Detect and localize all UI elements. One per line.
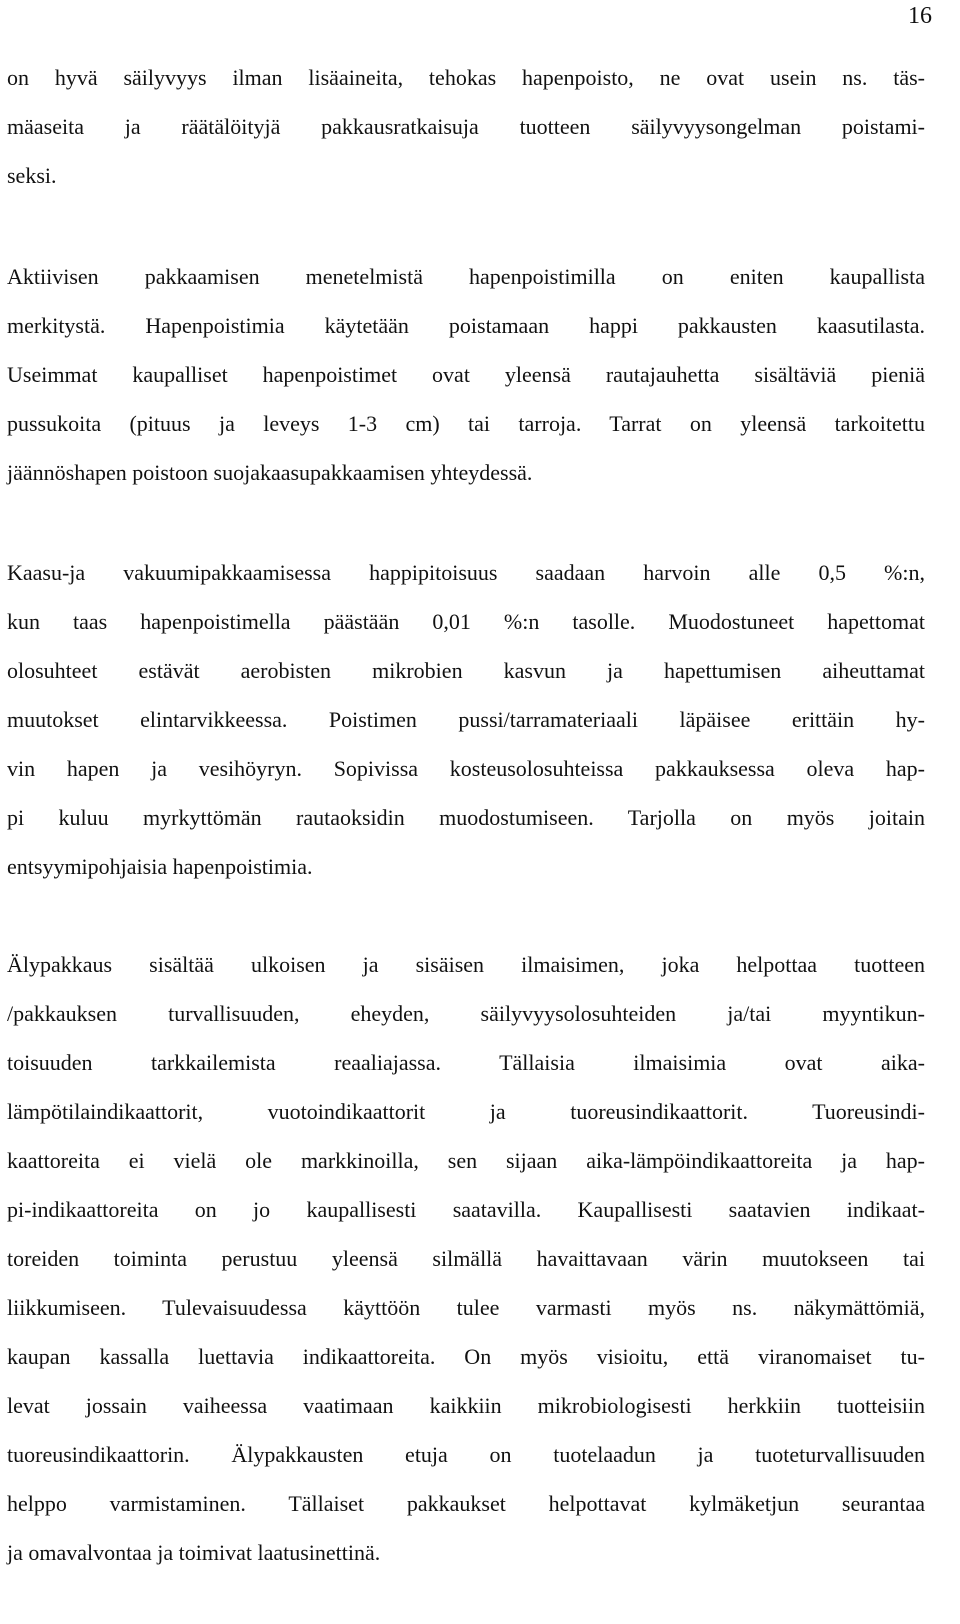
paragraph-4-line-12: helppo varmistaminen. Tällaiset pakkaukset helpottavat kylmäketjun seurantaa: [7, 1491, 925, 1516]
paragraph-4-line-9: kaupan kassalla luettavia indikaattoreita. On myös visioitu, että viranomaiset tu-: [7, 1344, 925, 1369]
paragraph-2-line-1: Aktiivisen pakkaamisen menetelmistä hapenpoistimilla on eniten kaupallista: [7, 264, 925, 289]
paragraph-2-line-2: merkitystä. Hapenpoistimia käytetään poistamaan happi pakkausten kaasutilasta.: [7, 313, 925, 338]
paragraph-4-line-6: pi-indikaattoreita on jo kaupallisesti saatavilla. Kaupallisesti saatavien indikaat-: [7, 1197, 925, 1222]
paragraph-4-line-4: lämpötilaindikaattorit, vuotoindikaattorit ja tuoreusindikaattorit. Tuoreusindi-: [7, 1099, 925, 1124]
paragraph-4-line-10: levat jossain vaiheessa vaatimaan kaikkiin mikrobiologisesti herkkiin tuotteisiin: [7, 1393, 925, 1418]
paragraph-4-line-7: toreiden toiminta perustuu yleensä silmällä havaittavaan värin muutokseen tai: [7, 1246, 925, 1271]
paragraph-4-line-3: toisuuden tarkkailemista reaaliajassa. Tällaisia ilmaisimia ovat aika-: [7, 1050, 925, 1075]
paragraph-3-line-5: vin hapen ja vesihöyryn. Sopivissa kosteusolosuhteissa pakkauksessa oleva hap-: [7, 756, 925, 781]
paragraph-1-line-1: on hyvä säilyvyys ilman lisäaineita, tehokas hapenpoisto, ne ovat usein ns. täs-: [7, 65, 925, 90]
paragraph-4-line-5: kaattoreita ei vielä ole markkinoilla, sen sijaan aika-lämpöindikaattoreita ja hap-: [7, 1148, 925, 1173]
paragraph-4-line-11: tuoreusindikaattorin. Älypakkausten etuja on tuotelaadun ja tuoteturvallisuuden: [7, 1442, 925, 1467]
paragraph-4-line-2: /pakkauksen turvallisuuden, eheyden, säilyvyysolosuhteiden ja/tai myyntikun-: [7, 1001, 925, 1026]
paragraph-3-line-6: pi kuluu myrkyttömän rautaoksidin muodostumiseen. Tarjolla on myös joitain: [7, 805, 925, 830]
paragraph-2-line-4: pussukoita (pituus ja leveys 1-3 cm) tai tarroja. Tarrat on yleensä tarkoitettu: [7, 411, 925, 436]
paragraph-4-line-13: ja omavalvontaa ja toimivat laatusinettinä.: [7, 1540, 381, 1565]
paragraph-2-line-5: jäännöshapen poistoon suojakaasupakkaamisen yhteydessä.: [7, 460, 533, 485]
paragraph-4-line-8: liikkumiseen. Tulevaisuudessa käyttöön tulee varmasti myös ns. näkymättömiä,: [7, 1295, 925, 1320]
paragraph-3-line-3: olosuhteet estävät aerobisten mikrobien kasvun ja hapettumisen aiheuttamat: [7, 658, 925, 683]
paragraph-1-line-3: seksi.: [7, 163, 57, 188]
paragraph-3-line-1: Kaasu-ja vakuumipakkaamisessa happipitoisuus saadaan harvoin alle 0,5 %:n,: [7, 560, 925, 585]
paragraph-1-line-2: mäaseita ja räätälöityjä pakkausratkaisuja tuotteen säilyvyysongelman poistami-: [7, 114, 925, 139]
paragraph-3-line-2: kun taas hapenpoistimella päästään 0,01 %:n tasolle. Muodostuneet hapettomat: [7, 609, 925, 634]
paragraph-2-line-3: Useimmat kaupalliset hapenpoistimet ovat yleensä rautajauhetta sisältäviä pieniä: [7, 362, 925, 387]
paragraph-3-line-7: entsyymipohjaisia hapenpoistimia.: [7, 854, 313, 879]
paragraph-4-line-1: Älypakkaus sisältää ulkoisen ja sisäisen ilmaisimen, joka helpottaa tuotteen: [7, 952, 925, 977]
page-number: 16: [908, 3, 932, 29]
paragraph-3-line-4: muutokset elintarvikkeessa. Poistimen pussi/tarramateriaali läpäisee erittäin hy-: [7, 707, 925, 732]
